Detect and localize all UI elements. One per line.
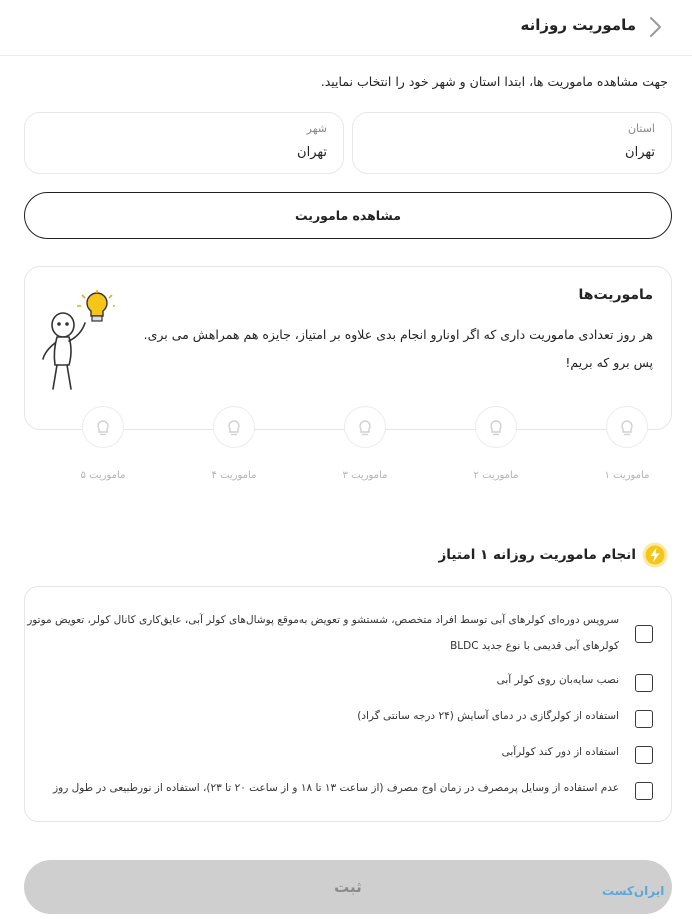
task-item[interactable]: [41, 743, 653, 769]
task-item[interactable]: [41, 707, 653, 733]
mission-step-label: ماموریت ۲: [473, 470, 519, 481]
province-select[interactable]: [352, 112, 672, 174]
task-item[interactable]: [41, 779, 653, 805]
lightbulb-icon: [213, 406, 255, 448]
mission-steps: [24, 404, 672, 494]
missions-description: هر روز تعدادی ماموریت داری که اگر اونارو انجام بدی علاوه بر امتیاز، جایزه هم همراهش می بری. پس برو که بریم!: [143, 327, 653, 370]
mission-step-label: ماموریت ۵: [80, 470, 126, 481]
task-checkbox[interactable]: [635, 710, 653, 728]
city-label: شهر: [306, 122, 327, 135]
mission-step-2: [451, 404, 541, 481]
task-text-line2: کولرهای آبی قدیمی با نوع جدید BLDC: [450, 640, 619, 652]
mission-step-label: ماموریت ۱: [604, 470, 650, 481]
task-item[interactable]: [27, 607, 653, 667]
submit-button[interactable]: ثبت: [24, 860, 672, 914]
province-label: استان: [627, 122, 655, 135]
task-text: عدم استفاده از وسایل پرمصرف در زمان اوج مصرف (از ساعت ۱۳ تا ۱۸ و از ساعت ۲۰ تا ۲۳)، استفاده از نورطبیعی در طول روز: [53, 782, 619, 794]
lightbulb-icon: [475, 406, 517, 448]
mission-step-label: ماموریت ۳: [342, 470, 388, 481]
intro-text: جهت مشاهده ماموریت ها، ابتدا استان و شهر خود را انتخاب نمایید.: [320, 74, 668, 89]
missions-title: ماموریت‌ها: [578, 287, 653, 303]
task-checkbox[interactable]: [635, 782, 653, 800]
watermark-logo: ایران‌کست: [602, 884, 665, 898]
app-header: [0, 0, 692, 56]
task-text: سرویس دوره‌ای کولرهای آبی توسط افراد متخصص، شستشو و تعویض به‌موقع پوشال‌های کولر آبی، عایق‌کاری کانال کولر، تعویض موتور: [27, 614, 619, 626]
lightbulb-icon: [606, 406, 648, 448]
lightbulb-icon: [82, 406, 124, 448]
mission-step-4: [189, 404, 279, 481]
mission-step-1: [582, 404, 672, 481]
task-text: استفاده از کولرگازی در دمای آسایش (۲۴ درجه سانتی گراد): [357, 710, 619, 722]
task-item[interactable]: [41, 671, 653, 697]
view-missions-button[interactable]: مشاهده ماموریت: [24, 192, 672, 239]
mission-step-3: [320, 404, 410, 481]
task-text: استفاده از دور کند کولرآبی: [501, 746, 619, 758]
task-checkbox[interactable]: [635, 625, 653, 643]
task-checkbox[interactable]: [635, 674, 653, 692]
task-text: نصب سایه‌بان روی کولر آبی: [496, 674, 619, 686]
page-title: ماموریت روزانه: [520, 16, 636, 34]
lightbulb-icon: [344, 406, 386, 448]
daily-mission-title: انجام ماموریت روزانه ۱ امتیاز: [438, 547, 636, 563]
mascot-lightbulb-illustration: [35, 289, 115, 393]
mission-step-5: [58, 404, 148, 481]
mission-step-label: ماموریت ۴: [211, 470, 257, 481]
city-select[interactable]: [24, 112, 344, 174]
daily-tasks-card: [24, 586, 672, 822]
city-value: تهران: [297, 145, 327, 160]
chevron-right-icon[interactable]: [644, 14, 668, 40]
province-value: تهران: [625, 145, 655, 160]
task-checkbox[interactable]: [635, 746, 653, 764]
lightning-icon: [642, 542, 668, 568]
